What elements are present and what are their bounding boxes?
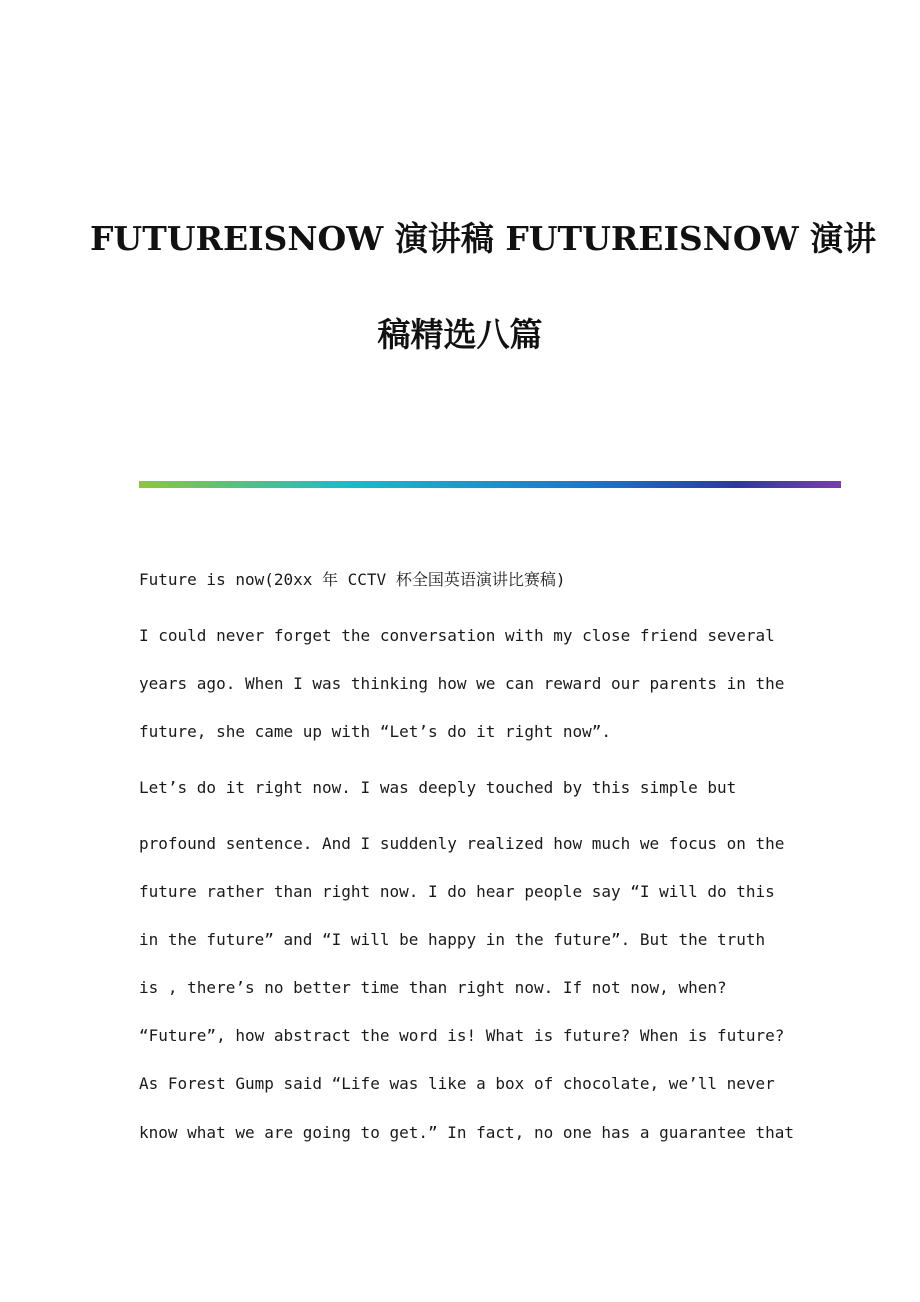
document-title-line-1: FUTUREISNOW 演讲稿 FUTUREISNOW 演讲 [90,219,877,258]
body-line: in the future” and “I will be happy in the future”. But the truth [139,930,766,949]
body-line: “Future”, how abstract the word is! What is future? When is future? [139,1026,785,1045]
body-line: is , there’s no better time than right now. If not now, when? [139,978,727,997]
body-line: future, she came up with “Let’s do it right now”. [139,722,612,741]
body-line: As Forest Gump said “Life was like a box of chocolate, we’ll never [139,1074,775,1093]
body-line: future rather than right now. I do hear people say “I will do this [139,882,775,901]
gradient-divider [139,481,841,488]
subtitle-line: Future is now(20xx 年 CCTV 杯全国英语演讲比赛稿) [139,570,566,589]
body-line: I could never forget the conversation with my close friend several [139,626,775,645]
body-line: Let’s do it right now. I was deeply touched by this simple but [139,778,737,797]
body-line: years ago. When I was thinking how we can reward our parents in the [139,674,785,693]
document-title-line-2: 稿精选八篇 [377,315,543,354]
body-line: know what we are going to get.” In fact, no one has a guarantee that [139,1123,795,1142]
body-line: profound sentence. And I suddenly realized how much we focus on the [139,834,785,853]
